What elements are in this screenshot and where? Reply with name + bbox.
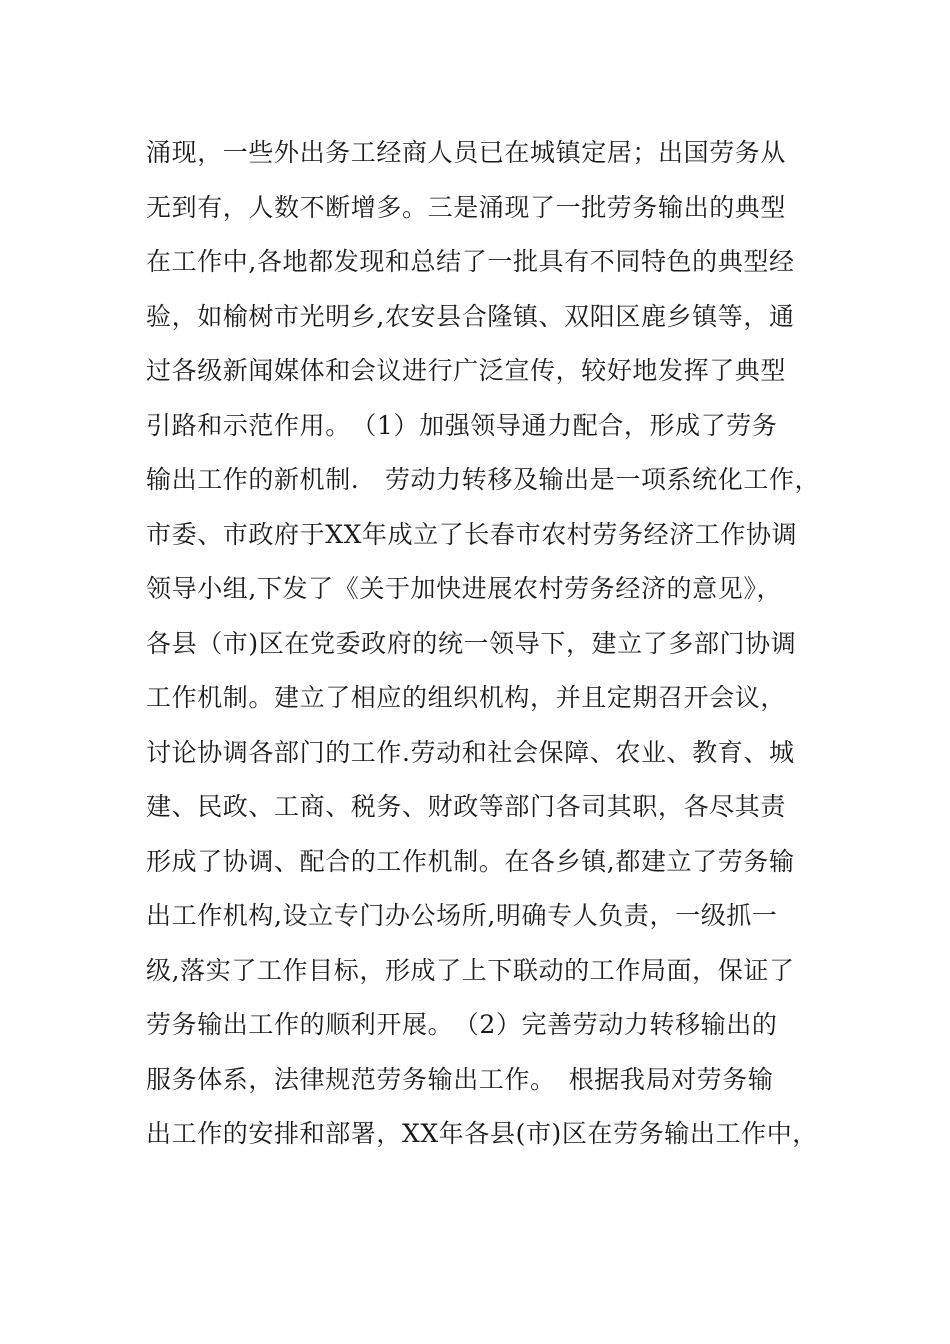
text-line: 劳务输出工作的顺利开展。 （2）完善劳动力转移输出的 [146,1010,778,1039]
text-line: 形成了协调、配合的工作机制。在各乡镇,都建立了劳务输 [146,846,795,876]
text-line: 无到有，人数不断增多。三是涌现了一批劳务输出的典型 [146,192,787,222]
text-line: 输出工作的新机制. 劳动力转移及输出是一项系统化工作， [146,465,821,494]
text-line: 涌现，一些外出务工经商人员已在城镇定居；出国劳务从 [146,138,787,167]
text-line: 市委、市政府于XX年成立了长春市农村劳务经济工作协调 [146,519,798,549]
body-text [146,130,826,1166]
text-line: 出工作机构,设立专门办公场所,明确专人负责，一级抓一 [146,901,778,930]
text-line: 讨论协调各部门的工作.劳动和社会保障、农业、教育、城 [146,737,795,767]
text-line: 验，如榆树市光明乡,农安县合隆镇、双阳区鹿乡镇等，通 [146,301,795,331]
text-line: 领导小组,下发了《关于加快进展农村劳务经济的意见》， [146,574,783,603]
text-line: 引路和示范作用。 （1）加强领导通力配合，形成了劳务 [146,410,778,440]
text-line: 级,落实了工作目标，形成了上下联动的工作局面，保证了 [146,955,795,985]
text-line: 各县（市)区在党委政府的统一领导下，建立了多部门协调 [146,628,797,658]
text-line: 出工作的安排和部署，XX年各县(市)区在劳务输出工作中， [146,1119,818,1148]
text-line: 工作机制。建立了相应的组织机构，并且定期召开会议， [146,683,787,712]
text-line: 在工作中,各地都发现和总结了一批具有不同特色的典型经 [146,247,795,276]
text-line: 建、民政、工商、税务、财政等部门各司其职，各尽其责 [146,792,787,821]
text-line: 服务体系，法律规范劳务输出工作。 根据我局对劳务输 [146,1064,774,1094]
text-line: 过各级新闻媒体和会议进行广泛宣传，较好地发挥了典型 [146,356,787,385]
